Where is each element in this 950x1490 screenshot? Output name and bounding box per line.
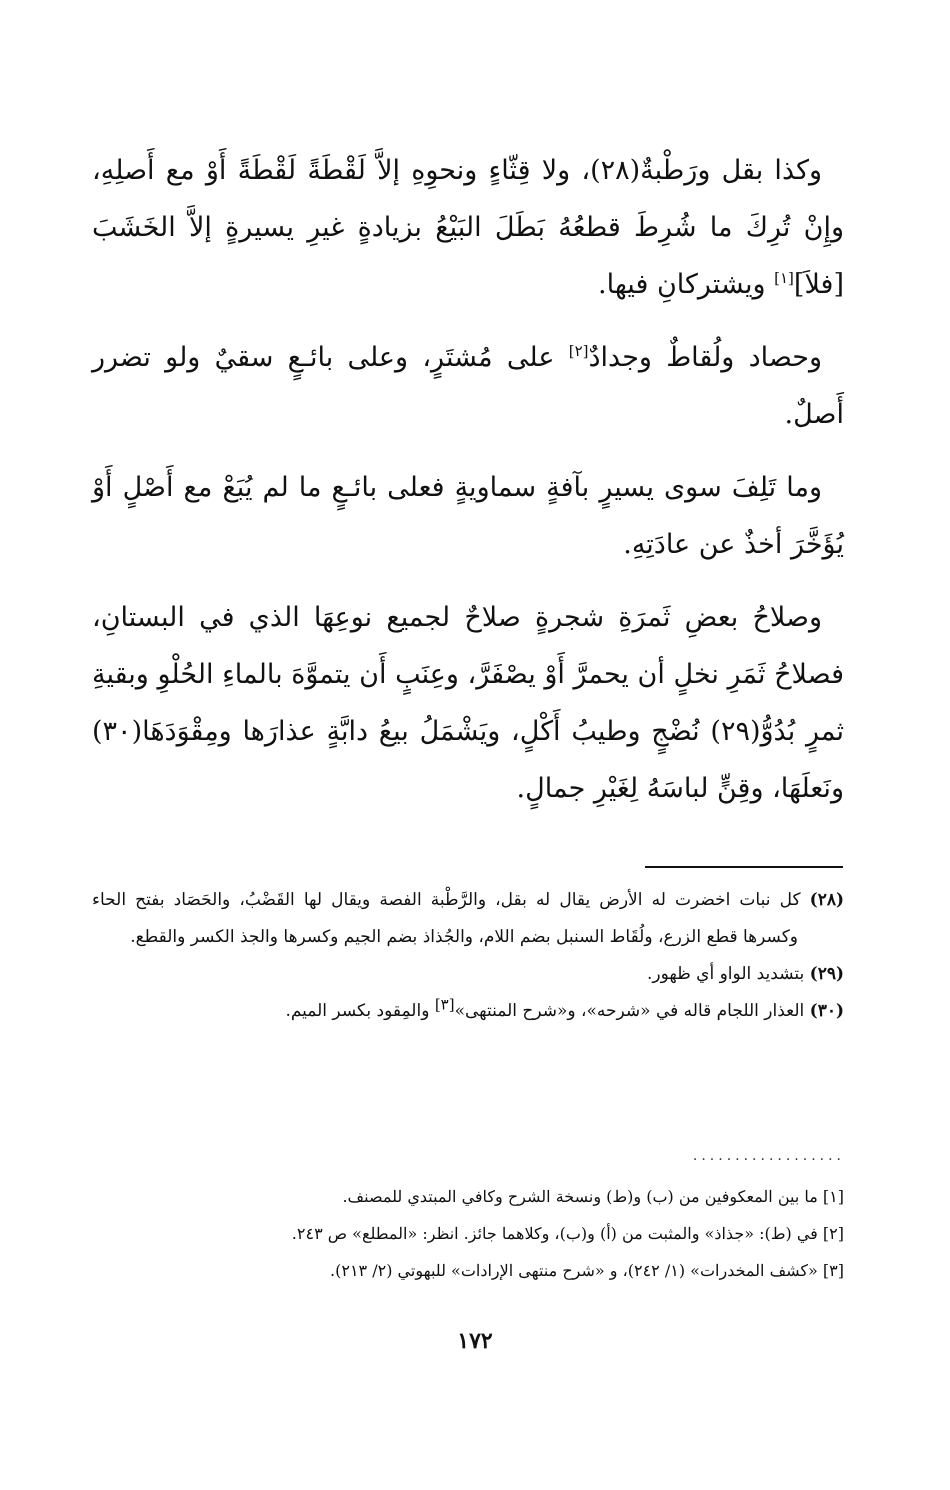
footnote-29 <box>92 956 844 993</box>
footnotes <box>92 882 844 1030</box>
paragraph-4 <box>92 589 844 817</box>
editor-notes-separator: .................. <box>692 1148 845 1164</box>
paragraph-2-end: على مُشتَرٍ، وعلى بائـعٍ سقيٌ ولو تضرر أَصلٌ. <box>92 342 844 430</box>
footnote-28-text: كل نبات اخضرت له الأرض يقال له بقل، والرَّطْبة الفصة ويقال لها القَضْبُ، والحَصَاد بفتح الحاء وكسرها قطع الزرع، ولُقَاط السنبل بضم اللام، والجُذاذ بضم الجيم وكسرها والجذ الكسر والقطع. <box>92 890 801 947</box>
footnote-28 <box>92 882 844 956</box>
paragraph-1-end: ويشتركانِ فيها. <box>598 269 775 300</box>
footnote-28-number: (٢٨) <box>809 890 844 910</box>
paragraph-1-text: وكذا بقل ورَطْبةٌ(٢٨)، ولا قِثّاءٍ ونحوِهِ إلاَّ لَقْطَةً لَقْطَةً أَوْ مع أَصلِهِ، وإِنْ تُرِكَ ما شُرِطَ قطعُهُ بَطَلَ البَيْعُ بزيادةٍ غيرِ يسيرةٍ إلاَّ الخَشَبَ [فلاَ] <box>92 155 844 300</box>
editor-notes <box>92 1178 844 1289</box>
paragraph-2-text: وحصاد ولُقاطٌ وجدادٌ <box>588 342 822 373</box>
page-number: ١٧٢ <box>457 1328 493 1354</box>
editor-ref-2: [٢] <box>568 342 589 360</box>
paragraph-3 <box>92 459 844 573</box>
paragraph-1 <box>92 142 844 313</box>
editor-ref-1: [١] <box>774 269 794 287</box>
editor-note-2: [٢] في (ط): «جذاذ» والمثبت من (أ) و(ب)، وكلاهما جائز. انظر: «المطلع» ص ٢٤٣. <box>291 1224 844 1243</box>
footnote-29-number: (٢٩) <box>809 964 844 984</box>
paragraph-3-text: وما تَلِفَ سوى يسيرٍ بآفةٍ سماويةٍ فعلى بائـعٍ ما لم يُبَعْ مع أَصْلٍ أَوْ يُؤَخَّرَ أخذٌ عن عادَتِهِ. <box>92 472 844 560</box>
footnote-29-text: بتشديد الواو أي ظهور. <box>647 964 805 984</box>
footnote-separator <box>645 866 843 868</box>
footnote-30-text: العذار اللجام قاله في «شرحه»، و«شرح المنتهى» <box>454 1001 805 1021</box>
editor-note-1: [١] ما بين المعكوفين من (ب) و(ط) ونسخة الشرح وكافي المبتدي للمصنف. <box>342 1187 844 1206</box>
editor-note-3: [٣] «كشف المخدرات» (١/ ٢٤٢)، و «شرح منتهى الإرادات» للبهوتي (٢/ ٢١٣). <box>330 1261 844 1280</box>
footnote-30-number: (٣٠) <box>809 1001 844 1021</box>
footnote-30 <box>92 993 844 1030</box>
main-text <box>92 142 844 833</box>
paragraph-4-text: وصلاحُ بعضِ ثَمرَةِ شجرةٍ صلاحٌ لجميع نوعِهَا الذي في البستانِ، فصلاحُ ثَمَرِ نخلٍ أن يحمرَّ أَوْ يصْفَرَّ، وعِنَبٍ أَن يتموَّهَ بالماءِ الحُلْوِ وبقيةِ ثمرٍ بُدُوُّ(٢٩) نُضْجٍ وطيبُ أَكْلٍ، ويَشْمَلُ بيعُ دابَّةٍ عذارَها ومِقْوَدَهَا(٣٠) ونَعلَهَا، وقِنٍّ لباسَهُ لِغَيْرِ جمالٍ. <box>92 602 844 804</box>
footnote-30-end: والمِقود بكسر الميم. <box>285 1001 435 1021</box>
paragraph-2 <box>92 329 844 443</box>
editor-ref-3: [٣] <box>434 995 455 1014</box>
